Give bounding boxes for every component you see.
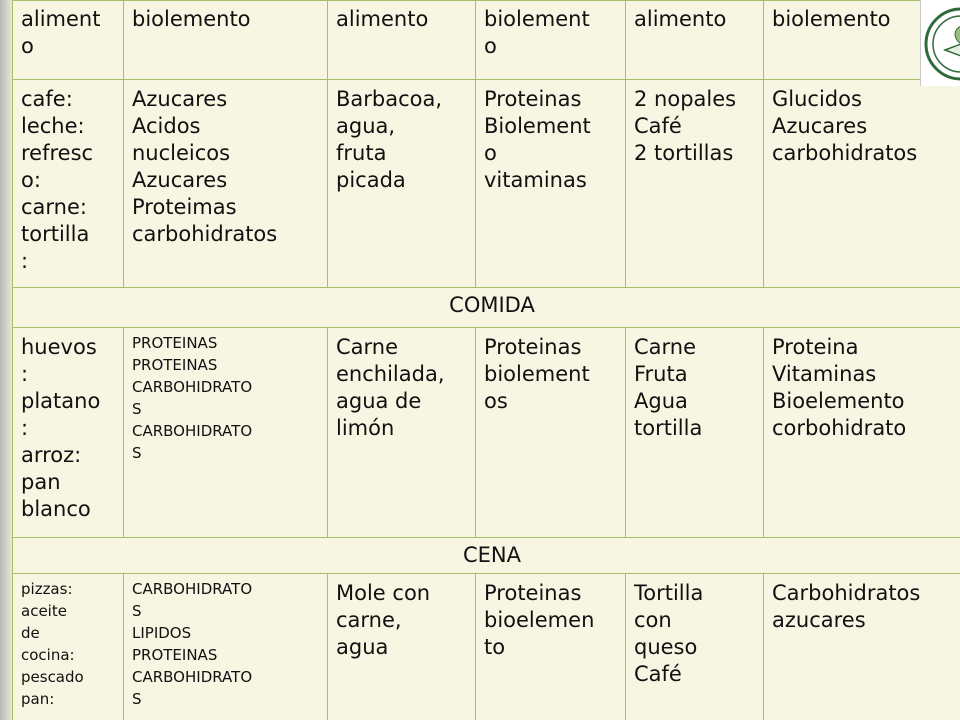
table-cell: Proteina Vitaminas Bioelemento corbohidrato xyxy=(764,328,960,538)
table-cell: Azucares Acidos nucleicos Azucares Proteimas carbohidratos xyxy=(124,80,328,288)
section-heading-comida: COMIDA xyxy=(12,288,960,328)
slide-left-shadow xyxy=(0,0,12,720)
table-cell: Proteinas biolement os xyxy=(476,328,626,538)
table-cell: CARBOHIDRATO S LIPIDOS PROTEINAS CARBOHIDRATO S xyxy=(124,574,328,720)
table-cell: Carne enchilada, agua de limón xyxy=(328,328,476,538)
header-cell-alimento-3: alimento xyxy=(626,0,764,80)
header-cell-biolemento-1: biolemento xyxy=(124,0,328,80)
table-cell: Proteinas bioelemen to xyxy=(476,574,626,720)
header-cell-alimento-1: aliment o xyxy=(12,0,124,80)
table-cell: Carne Fruta Agua tortilla xyxy=(626,328,764,538)
table-cell: Proteinas Biolement o vitaminas xyxy=(476,80,626,288)
table-cell: Carbohidratos azucares xyxy=(764,574,960,720)
nutrition-table xyxy=(12,0,960,720)
header-cell-biolemento-2: biolement o xyxy=(476,0,626,80)
table-cell: huevos : platano : arroz: pan blanco xyxy=(12,328,124,538)
school-seal-logo xyxy=(920,0,960,86)
table-cell: Tortilla con queso Café xyxy=(626,574,764,720)
table-cell: cafe: leche: refresc o: carne: tortilla : xyxy=(12,80,124,288)
seal-icon xyxy=(923,4,960,84)
table-cell: pizzas: aceite de cocina: pescado pan: xyxy=(12,574,124,720)
table-cell: Mole con carne, agua xyxy=(328,574,476,720)
header-cell-biolemento-3: biolemento xyxy=(764,0,960,80)
table-cell: 2 nopales Café 2 tortillas xyxy=(626,80,764,288)
table-cell: PROTEINAS PROTEINAS CARBOHIDRATO S CARBOHIDRATO S xyxy=(124,328,328,538)
header-cell-alimento-2: alimento xyxy=(328,0,476,80)
table-cell: Barbacoa, agua, fruta picada xyxy=(328,80,476,288)
section-heading-cena: CENA xyxy=(12,538,960,574)
table-cell: Glucidos Azucares carbohidratos xyxy=(764,80,960,288)
